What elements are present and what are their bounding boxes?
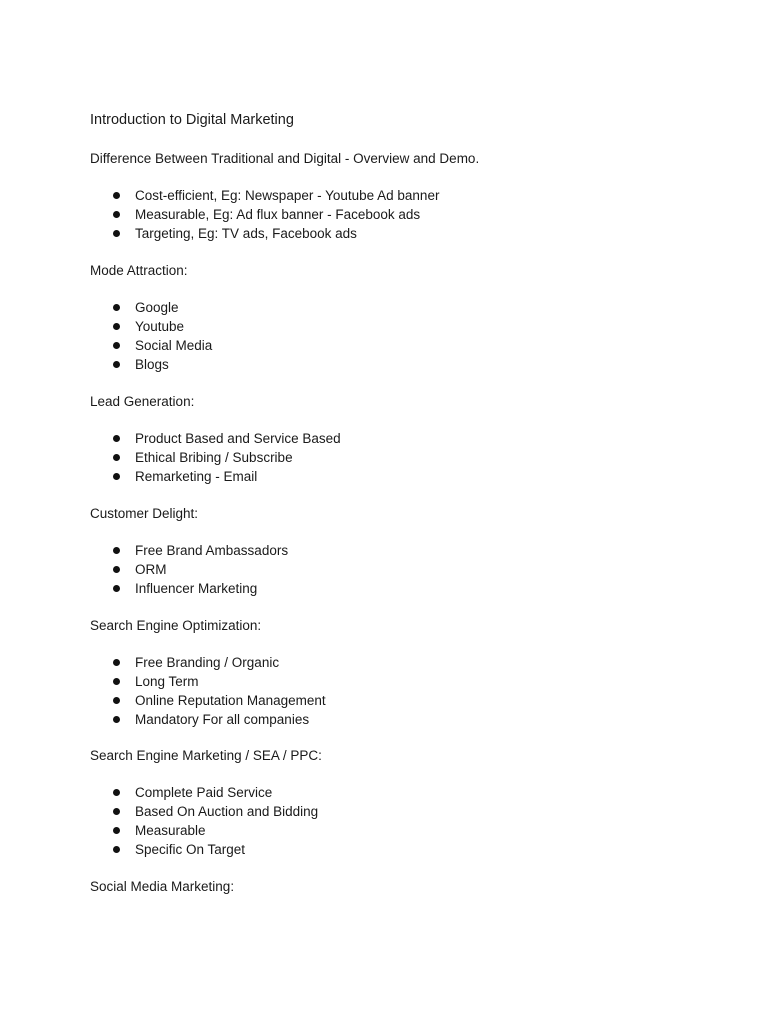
bullet-icon [113,678,120,685]
list-item-text: Measurable, Eg: Ad flux banner - Facebook ads [135,207,421,222]
bullet-icon [113,827,120,834]
bullet-icon [113,716,120,723]
list-item-text: Cost-efficient, Eg: Newspaper - Youtube Ad banner [135,188,440,203]
list-item-text: Targeting, Eg: TV ads, Facebook ads [135,226,357,241]
list-item-text: Social Media [135,338,213,353]
list-item-text: ORM [135,562,167,577]
list-item-text: Remarketing - Email [135,469,258,484]
bullet-icon [113,454,120,461]
list-item-text: Blogs [135,357,169,372]
list-item-text: Free Brand Ambassadors [135,543,289,558]
bullet-icon [113,547,120,554]
bullet-icon [113,566,120,573]
bullet-icon [113,323,120,330]
bullet-icon [113,789,120,796]
bullet-icon [113,304,120,311]
list-item-text: Specific On Target [135,842,246,857]
list-item-text: Product Based and Service Based [135,431,341,446]
section-heading-sem: Search Engine Marketing / SEA / PPC: [90,748,322,763]
section-heading-mode-attraction: Mode Attraction: [90,263,188,278]
bullet-icon [113,230,120,237]
bullet-icon [113,435,120,442]
bullet-icon [113,585,120,592]
list-item-text: Based On Auction and Bidding [135,804,319,819]
list-item-text: Youtube [135,319,185,334]
list-item-text: Online Reputation Management [135,693,326,708]
section-heading-difference: Difference Between Traditional and Digital - Overview and Demo. [90,151,480,166]
bullet-icon [113,659,120,666]
list-item-text: Influencer Marketing [135,581,258,596]
list-item-text: Long Term [135,674,199,689]
bullet-icon [113,342,120,349]
bullet-icon [113,192,120,199]
bullet-icon [113,808,120,815]
list-item-text: Free Branding / Organic [135,655,280,670]
section-heading-seo: Search Engine Optimization: [90,618,262,633]
bullet-icon [113,846,120,853]
section-heading-lead-generation: Lead Generation: [90,394,195,409]
bullet-icon [113,361,120,368]
bullet-icon [113,697,120,704]
document-title: Introduction to Digital Marketing [90,112,294,128]
list-item-text: Measurable [135,823,206,838]
section-heading-social-media-marketing: Social Media Marketing: [90,879,235,894]
bullet-icon [113,211,120,218]
list-item-text: Google [135,300,179,315]
list-item-text: Complete Paid Service [135,785,273,800]
list-item-text: Mandatory For all companies [135,712,310,727]
list-item-text: Ethical Bribing / Subscribe [135,450,293,465]
bullet-icon [113,473,120,480]
section-heading-customer-delight: Customer Delight: [90,506,199,521]
